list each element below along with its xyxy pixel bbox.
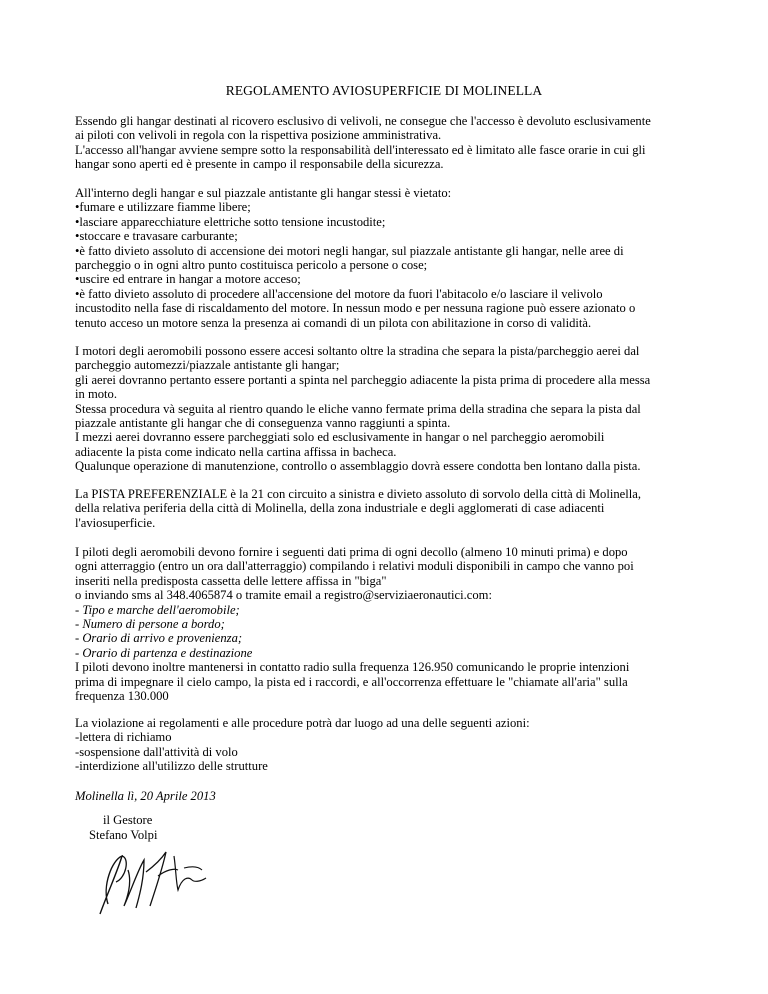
text-line: All'interno degli hangar e sul piazzale antistante gli hangar stessi è vietato: [75, 186, 452, 200]
text-line: hangar sono aperti ed è presente in campo il responsabile della sicurezza. [75, 157, 444, 172]
text-line: parcheggio o in ogni altro punto costituisca pericolo a persone o cose; [75, 258, 428, 273]
text-line: I piloti degli aeromobili devono fornire i seguenti dati prima di ogni decollo (almeno 10 minuti prima) e dopo [75, 545, 628, 559]
text-line: l'aviosuperficie. [75, 515, 156, 530]
list-item: •uscire ed entrare in hangar a motore acceso; [75, 272, 301, 287]
list-item: •stoccare e travasare carburante; [75, 229, 238, 244]
text-line: ogni atterraggio (entro un ora dall'atterraggio) compilando i relativi moduli disponibili in campo che vanno poi [75, 559, 634, 574]
list-item: -interdizione all'utilizzo delle strutture [75, 759, 268, 774]
paragraph-sanctions [75, 716, 705, 774]
text-line: frequenza 130.000 [75, 689, 169, 704]
list-item: •è fatto divieto assoluto di procedere all'accensione del motore da fuori l'abitacolo e/o lasciare il velivolo [75, 286, 603, 301]
paragraph-engine-start [75, 344, 705, 474]
list-item: •fumare e utilizzare fiamme libere; [75, 200, 251, 215]
text-line: in moto. [75, 387, 117, 402]
text-line: ai piloti con velivoli in regola con la rispettiva posizione amministrativa. [75, 128, 442, 143]
text-line: L'accesso all'hangar avviene sempre sotto la responsabilità dell'interessato ed è limitato alle fasce orarie in cui gli [75, 142, 646, 157]
signer-name: Stefano Volpi [89, 828, 158, 842]
text-line: Stessa procedura và seguita al rientro quando le eliche vanno fermate prima della stradina che separa la pista dal [75, 401, 641, 416]
list-item: - Numero di persone a bordo; [75, 617, 225, 632]
list-item: - Orario di partenza e destinazione [75, 645, 253, 660]
list-item: - Tipo e marche dell'aeromobile; [75, 602, 240, 617]
signer-role: il Gestore [103, 813, 153, 827]
text-line: I mezzi aerei dovranno essere parcheggiati solo ed esclusivamente in hangar o nel parcheggio aeromobili [75, 430, 605, 445]
text-line: incustodito nella fase di riscaldamento del motore. In nessun modo e per nessuna ragione può essere azionato o [75, 301, 636, 316]
list-item: •è fatto divieto assoluto di accensione dei motori negli hangar, sul piazzale antistante gli hangar, nelle aree di [75, 243, 624, 258]
list-item: -lettera di richiamo [75, 730, 172, 745]
list-item: •lasciare apparecchiature elettriche sotto tensione incustodite; [75, 214, 386, 229]
list-item: -sospensione dall'attività di volo [75, 744, 238, 759]
paragraph-prohibitions [75, 186, 705, 330]
text-line: piazzale antistante gli hangar che di conseguenza vanno raggiunti a spinta. [75, 416, 451, 431]
text-line: tenuto acceso un motore senza la presenza ai comandi di un pilota con abilitazione in corso di validità. [75, 315, 592, 330]
text-line: o inviando sms al 348.4065874 o tramite email a registro@serviziaeronautici.com: [75, 588, 492, 603]
document-title: REGOLAMENTO AVIOSUPERFICIE DI MOLINELLA [225, 83, 543, 98]
paragraph-access [75, 114, 705, 172]
handwritten-signature [88, 848, 218, 918]
paragraph-runway [75, 487, 705, 530]
text-line: inseriti nella predisposta cassetta delle lettere affissa in "biga" [75, 573, 387, 588]
text-line: della relativa periferia della città di Molinella, della zona industriale e degli agglomerati di case adiacenti [75, 501, 605, 516]
text-line: I piloti devono inoltre mantenersi in contatto radio sulla frequenza 126.950 comunicando le proprie intenzioni [75, 660, 630, 675]
paragraph-flight-data [75, 545, 705, 703]
text-line: La PISTA PREFERENZIALE è la 21 con circuito a sinistra e divieto assoluto di sorvolo della città di Molinella, [75, 487, 641, 501]
text-line: gli aerei dovranno pertanto essere portanti a spinta nel parcheggio adiacente la pista prima di procedere alla messa [75, 372, 651, 387]
text-line: La violazione ai regolamenti e alle procedure potrà dar luogo ad una delle seguenti azioni: [75, 716, 530, 730]
text-line: adiacente la pista come indicato nella cartina affissa in bacheca. [75, 444, 397, 459]
text-line: Essendo gli hangar destinati al ricovero esclusivo di velivoli, ne consegue che l'accesso è devoluto esclusivamente [75, 114, 651, 128]
date-line: Molinella lì, 20 Aprile 2013 [75, 789, 216, 803]
text-line: Qualunque operazione di manutenzione, controllo o assemblaggio dovrà essere condotta ben lontano dalla pista. [75, 459, 641, 474]
list-item: - Orario di arrivo e provenienza; [75, 631, 243, 646]
text-line: prima di impegnare il cielo campo, la pista ed i raccordi, e all'occorrenza effettuare le "chiamate all'aria" sulla [75, 674, 628, 689]
text-line: I motori degli aeromobili possono essere accesi soltanto oltre la stradina che separa la pista/parcheggio aerei dal [75, 344, 640, 358]
text-line: parcheggio automezzi/piazzale antistante gli hangar; [75, 358, 340, 373]
